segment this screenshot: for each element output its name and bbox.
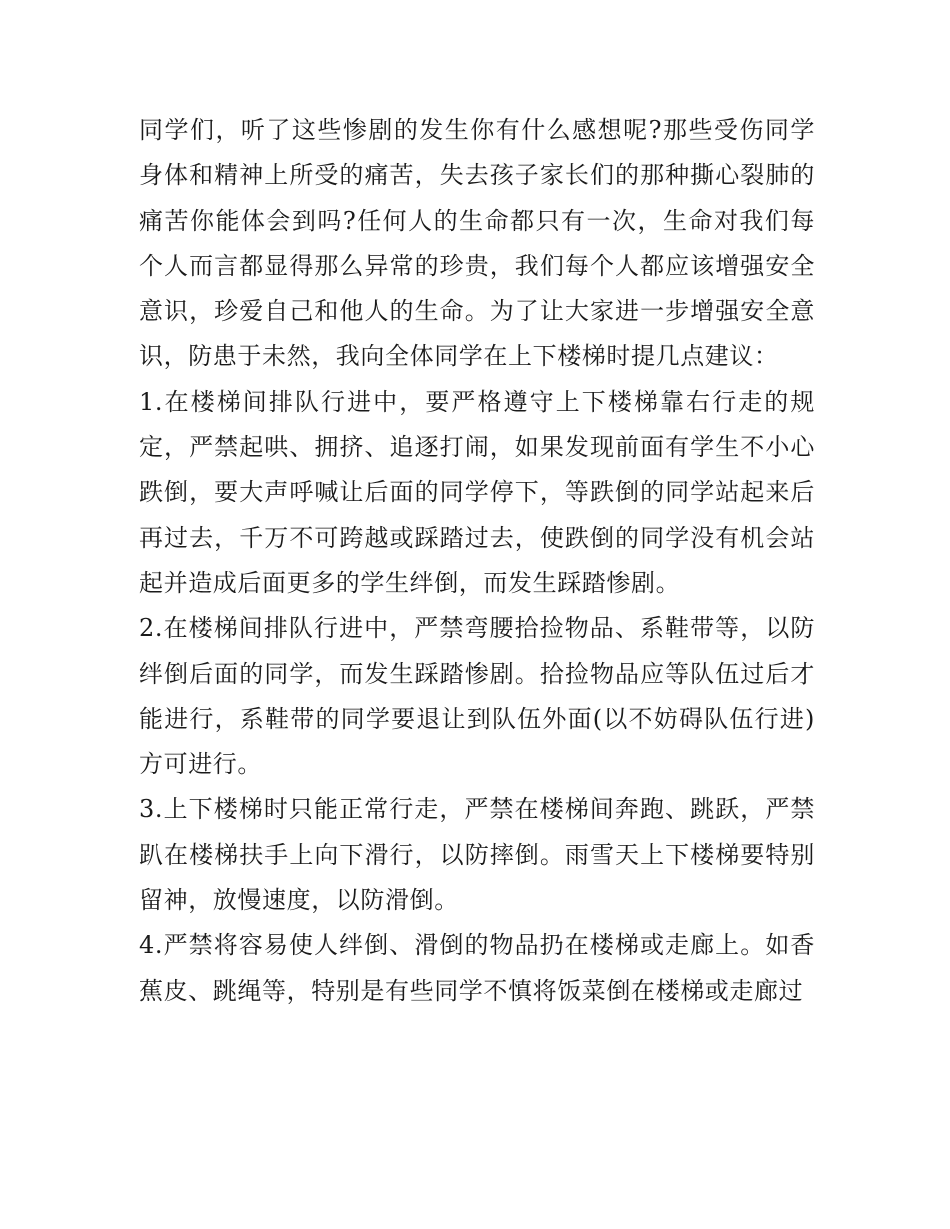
suggestion-3-paragraph: 3.上下楼梯时只能正常行走，严禁在楼梯间奔跑、跳跃，严禁趴在楼梯扶手上向下滑行，以防摔倒。雨雪天上下楼梯要特别留神，放慢速度，以防滑倒。 <box>139 795 815 915</box>
suggestion-4-paragraph: 4.严禁将容易使人绊倒、滑倒的物品扔在楼梯或走廊上。如香蕉皮、跳绳等，特别是有些同学不慎将饭菜倒在楼梯或走廊过 <box>139 931 815 1005</box>
suggestion-2-paragraph: 2.在楼梯间排队行进中，严禁弯腰拾捡物品、系鞋带等，以防绊倒后面的同学，而发生踩踏惨剧。拾捡物品应等队伍过后才能进行，系鞋带的同学要退让到队伍外面(以不妨碍队伍行进)方可进行。 <box>139 614 815 779</box>
document-body <box>139 108 815 1014</box>
suggestion-1-paragraph: 1.在楼梯间排队行进中，要严格遵守上下楼梯靠右行走的规定，严禁起哄、拥挤、追逐打闹，如果发现前面有学生不小心跌倒，要大声呼喊让后面的同学停下，等跌倒的同学站起来后再过去，千万不可跨越或踩踏过去，使跌倒的同学没有机会站起并造成后面更多的学生绊倒，而发生踩踏惨剧。 <box>139 387 815 597</box>
intro-paragraph: 同学们，听了这些惨剧的发生你有什么感想呢?那些受伤同学身体和精神上所受的痛苦，失去孩子家长们的那种撕心裂肺的痛苦你能体会到吗?任何人的生命都只有一次，生命对我们每个人而言都显得那么异常的珍贵，我们每个人都应该增强安全意识，珍爱自己和他人的生命。为了让大家进一步增强安全意识，防患于未然，我向全体同学在上下楼梯时提几点建议： <box>139 116 815 371</box>
